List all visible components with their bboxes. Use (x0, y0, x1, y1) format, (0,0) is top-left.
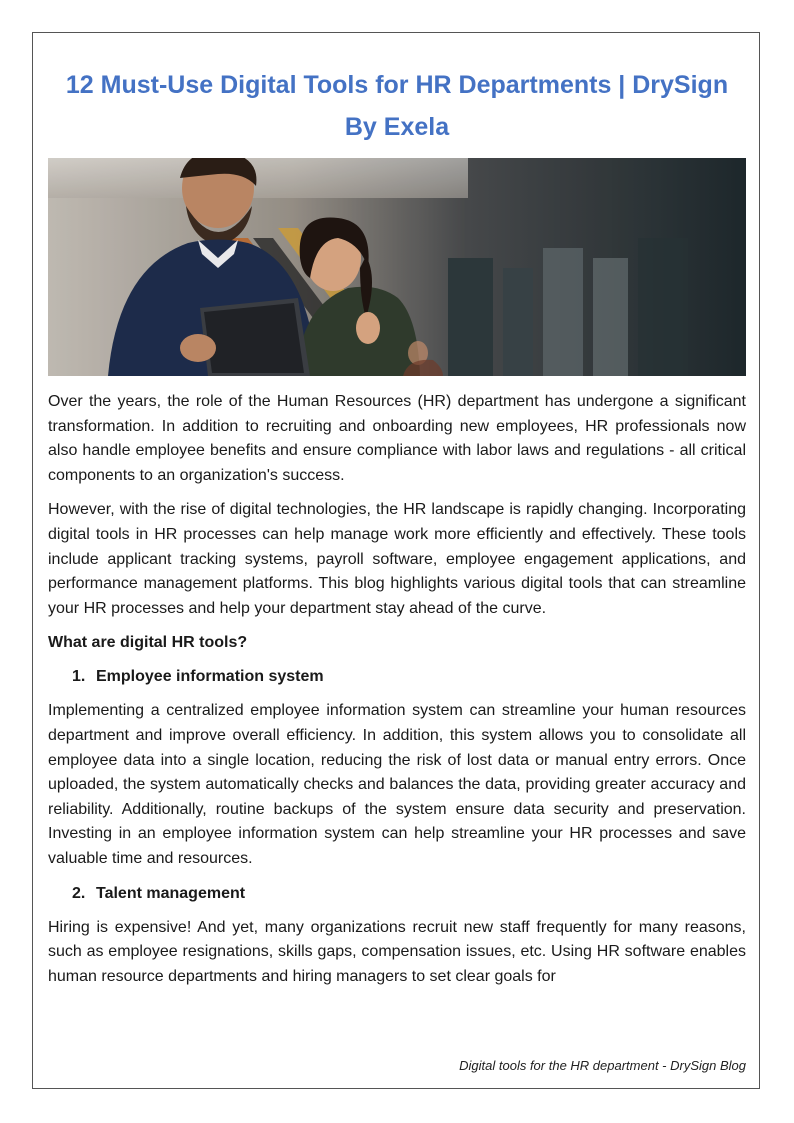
list-item-heading-2 (48, 882, 746, 906)
page-footer: Digital tools for the HR department - DrySign Blog (459, 1058, 746, 1073)
list-item-number: 2. (72, 884, 86, 902)
hero-image (48, 158, 746, 376)
intro-paragraph-2: However, with the rise of digital technologies, the HR landscape is rapidly changing. Incorporating digital tools in HR processes can help manage work more efficiently and effectively. These tools include applicant tracking systems, payroll software, employee engagement applications, and performance management platforms. This blog highlights various digital tools that can streamline your HR processes and help your department stay ahead of the curve. (48, 501, 746, 617)
list-item-number: 1. (72, 668, 86, 686)
list-item-body-2: Hiring is expensive! And yet, many organizations recruit new staff frequently for many reasons, such as employee resignations, skills gaps, compensation issues, etc. Using HR software enables human resource departments and hiring managers to set clear goals for (48, 918, 746, 985)
section-heading: What are digital HR tools? (48, 634, 248, 652)
article-body (48, 390, 746, 999)
list-item-title: Employee information system (96, 668, 324, 686)
list-item-title: Talent management (96, 884, 246, 902)
intro-paragraph-1: Over the years, the role of the Human Resources (HR) department has undergone a significant transformation. In addition to recruiting and onboarding new employees, HR professionals now also handle employee benefits and ensure compliance with labor laws and regulations - all critical components to an organization's success. (48, 393, 746, 484)
list-item-heading-1 (48, 665, 746, 689)
list-item-body-1: Implementing a centralized employee information system can streamline your human resources department and improve overall efficiency. In addition, this system allows you to consolidate all employee data into a single location, reducing the risk of lost data or manual entry errors. Once uploaded, the system automatically checks and balances the data, providing greater accuracy and reliability. Additionally, routine backups of the system ensure data security and preservation. Investing in an employee information system can help streamline your HR processes and save valuable time and resources. (48, 702, 746, 867)
page-title: 12 Must-Use Digital Tools for HR Departments | DrySign By Exela (65, 71, 729, 141)
